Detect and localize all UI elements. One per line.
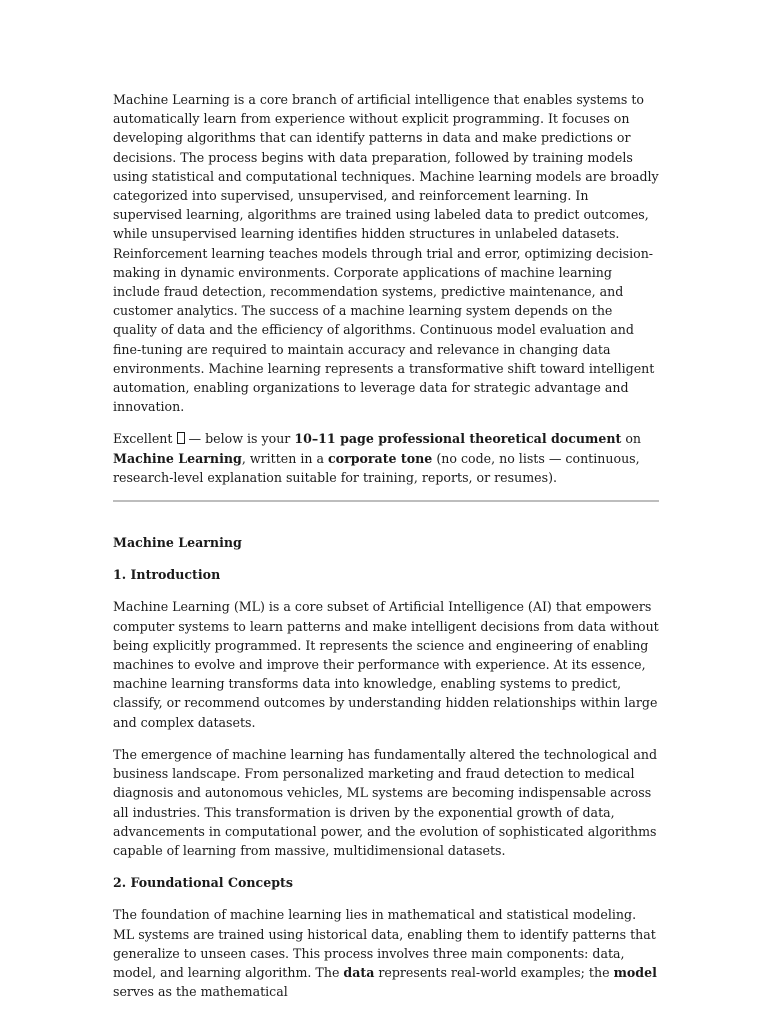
foundational-text-3: serves as the mathematical [113,984,288,1000]
excellent-text-2: — below is your [184,431,295,447]
foundational-concepts-paragraph [113,905,659,1001]
foundational-text-1: The foundation of machine learning lies in mathematical and statistical modeling. ML systems are trained using historical data, enabling them to identify patterns that generalize to unseen cases. This process involves three main components: data, model, and learning algorithm. The [113,907,656,980]
excellent-text-4: , written in a [241,450,329,466]
excellent-bold-3: corporate tone [328,450,433,466]
excellent-text-5: (no code, no lists — continuous, research-level explanation suitable for training, reports, or resumes). [113,450,640,485]
foundational-text-2: represents real-world examples; the [374,964,614,980]
excellent-text-1: Excellent [113,431,177,447]
section-heading-foundational-concepts: 2. Foundational Concepts [113,875,293,891]
intro-paragraph: Machine Learning is a core branch of artificial intelligence that enables systems to automatically learn from experience without explicit programming. It focuses on developing algorithms that can identify patterns in data and make predictions or decisions. The process begins with data preparation, followed by training models using statistical and computational techniques. Machine learning models are broadly categorized into supervised, unsupervised, and reinforcement learning. In supervised learning, algorithms are trained using labeled data to predict outcomes, while unsupervised learning identifies hidden structures in unlabeled datasets. Reinforcement learning teaches models through trial and error, optimizing decision-making in dynamic environments. Corporate applications of machine learning include fraud detection, recommendation systems, predictive maintenance, and customer analytics. The success of a machine learning system depends on the quality of data and the efficiency of algorithms. Continuous model evaluation and fine-tuning are required to maintain accuracy and relevance in changing data environments. Machine learning represents a transformative shift toward intelligent automation, enabling organizations to leverage data for strategic advantage and innovation. [113,92,659,415]
section-heading-introduction: 1. Introduction [113,567,221,583]
excellent-bold-1: 10–11 page professional theoretical document [294,431,622,447]
foundational-bold-model: model [613,964,657,980]
excellent-text-3: on [621,431,642,447]
document-page [113,90,659,1014]
missing-glyph-icon [177,432,185,444]
introduction-paragraph-2: The emergence of machine learning has fundamentally altered the technological and business landscape. From personalized marketing and fraud detection to medical diagnosis and autonomous vehicles, ML systems are becoming indispensable across all industries. This transformation is driven by the exponential growth of data, advancements in computational power, and the evolution of sophisticated algorithms capable of learning from massive, multidimensional datasets. [113,746,658,858]
introduction-paragraph-1: Machine Learning (ML) is a core subset of Artificial Intelligence (AI) that empowers computer systems to learn patterns and make intelligent decisions from data without being explicitly programmed. It represents the science and engineering of enabling machines to evolve and improve their performance with experience. At its essence, machine learning transforms data into knowledge, enabling systems to predict, classify, or recommend outcomes by understanding hidden relationships within large and complex datasets. [113,599,659,730]
document-title: Machine Learning [113,535,242,551]
excellent-paragraph [113,429,659,487]
foundational-bold-data: data [343,964,375,980]
horizontal-divider [113,500,659,502]
excellent-bold-2: Machine Learning [113,450,242,466]
